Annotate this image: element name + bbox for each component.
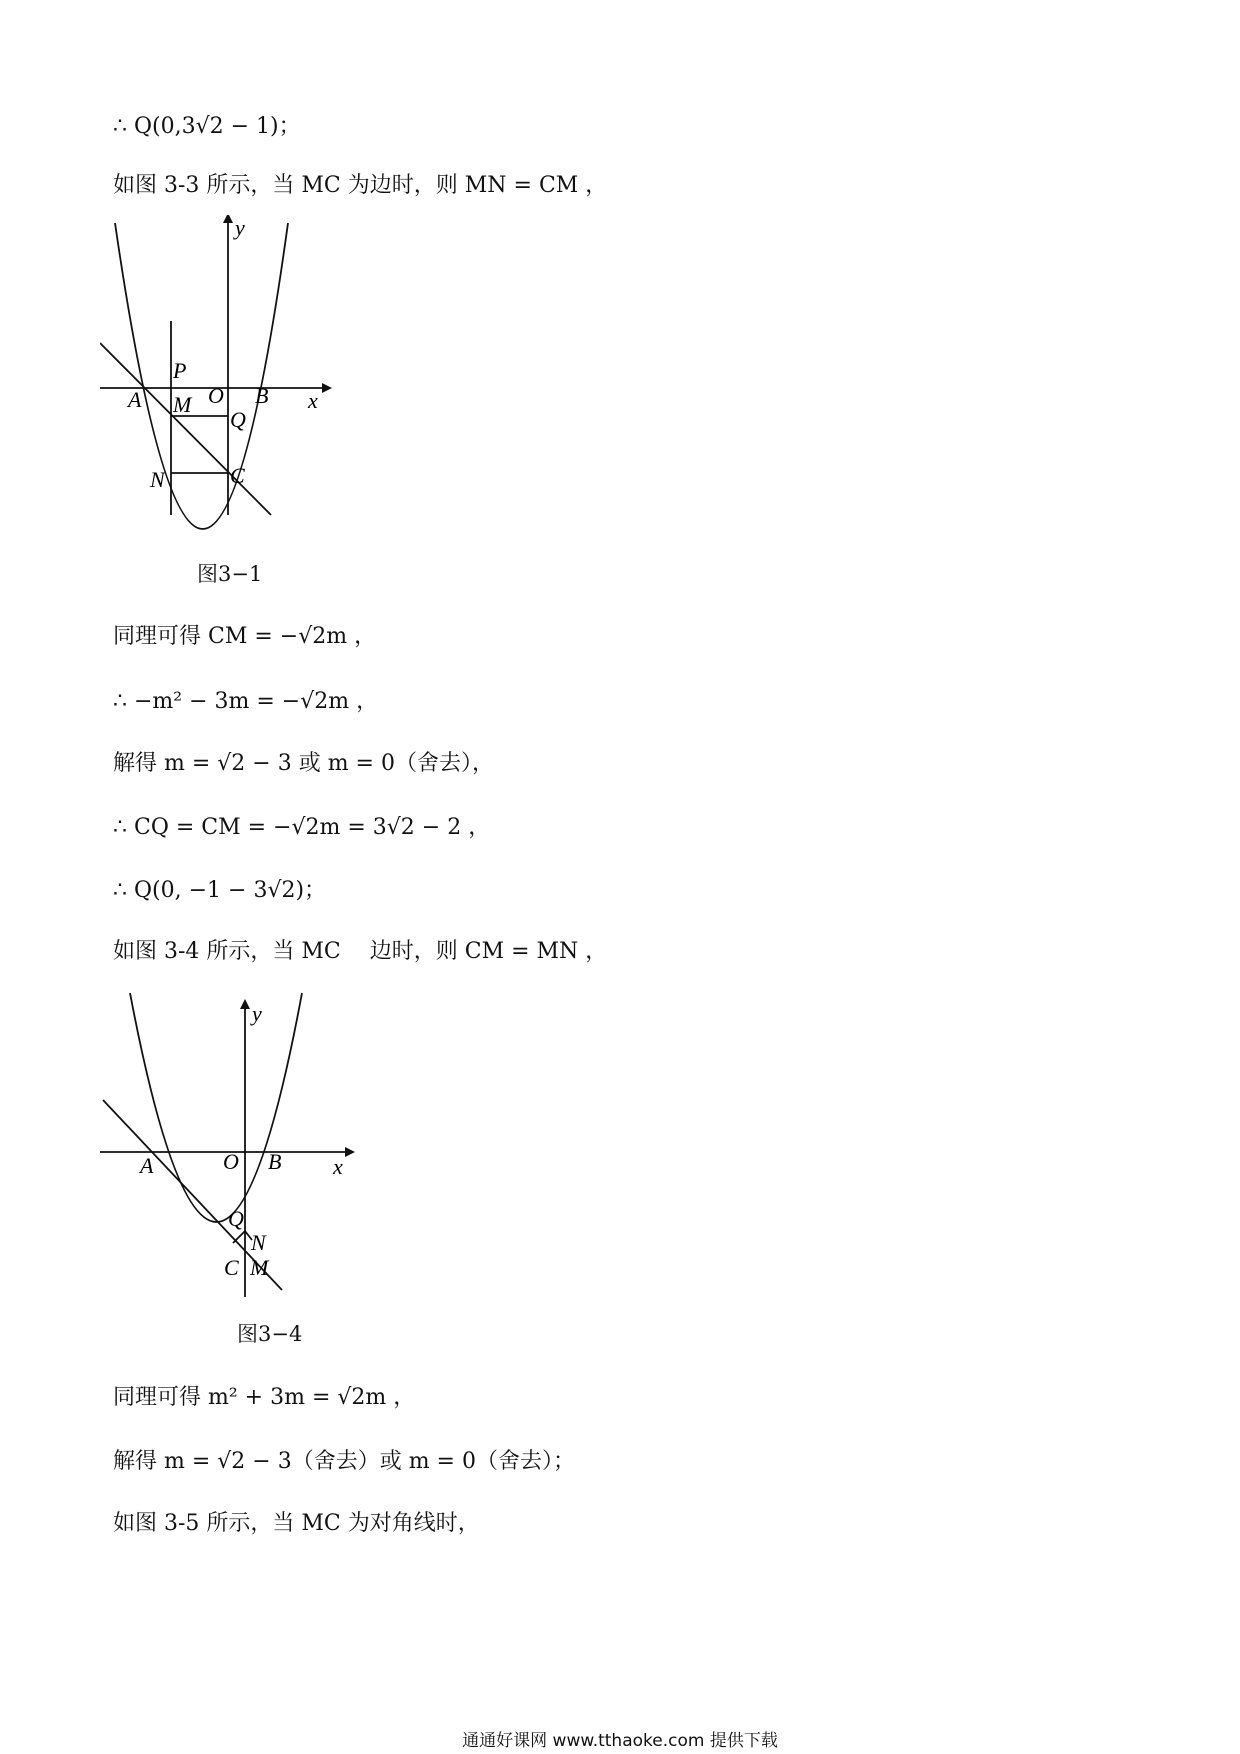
label-c: C	[230, 463, 245, 488]
label-q: Q	[228, 1206, 244, 1231]
label-b: B	[268, 1149, 282, 1174]
label-n: N	[150, 467, 165, 492]
text-line-8: 如图 3-4 所示，当 MC 边时，则 CM = MN ，	[113, 939, 608, 964]
label-x: x	[308, 388, 318, 413]
label-c: C	[224, 1255, 239, 1280]
figure-3-1	[100, 215, 380, 549]
text-line-2: 如图 3-3 所示，当 MC 为边时，则 MN = CM ，	[113, 173, 608, 198]
label-o: O	[223, 1149, 239, 1174]
text-line-7: ∴ Q(0, −1 − 3√2)；	[113, 878, 327, 903]
footer: 通通好课网 www.tthaoke.com 提供下载	[462, 1731, 778, 1751]
figure-3-4-caption: 图3−4	[237, 1322, 303, 1346]
label-m: M	[250, 1255, 269, 1280]
text-line-10: 解得 m = √2 − 3（舍去）或 m = 0（舍去）；	[113, 1449, 575, 1474]
label-p: P	[173, 358, 187, 383]
figure-3-4	[100, 985, 400, 1309]
parabola	[115, 223, 288, 529]
label-y: y	[235, 215, 245, 240]
label-o: O	[208, 383, 224, 408]
parabola	[130, 993, 302, 1222]
y-arrow	[223, 215, 233, 223]
text-line-9: 同理可得 m² + 3m = √2m ，	[113, 1385, 416, 1410]
label-b: B	[255, 383, 269, 408]
text-line-5: 解得 m = √2 − 3 或 m = 0（舍去），	[113, 751, 494, 776]
figure-3-1-svg	[100, 215, 380, 545]
segment-qc	[233, 1231, 245, 1243]
label-a: A	[128, 387, 142, 412]
x-arrow	[322, 383, 332, 393]
text-line-6: ∴ CQ = CM = −√2m = 3√2 − 2 ，	[113, 815, 491, 840]
label-y: y	[252, 1001, 262, 1026]
label-a: A	[140, 1153, 154, 1178]
text-line-4: ∴ −m² − 3m = −√2m ，	[113, 689, 379, 714]
label-q: Q	[230, 407, 246, 432]
y-arrow	[240, 999, 250, 1009]
figure-3-4-svg	[100, 985, 400, 1305]
label-n: N	[251, 1230, 266, 1255]
label-m: M	[173, 392, 192, 417]
text-line-11: 如图 3-5 所示，当 MC 为对角线时，	[113, 1511, 480, 1536]
figure-3-1-caption: 图3−1	[197, 562, 263, 586]
text-line-3: 同理可得 CM = −√2m ，	[113, 624, 377, 649]
label-x: x	[333, 1154, 343, 1179]
x-arrow	[345, 1147, 355, 1157]
text-line-1: ∴ Q(0,3√2 − 1)；	[113, 114, 301, 139]
